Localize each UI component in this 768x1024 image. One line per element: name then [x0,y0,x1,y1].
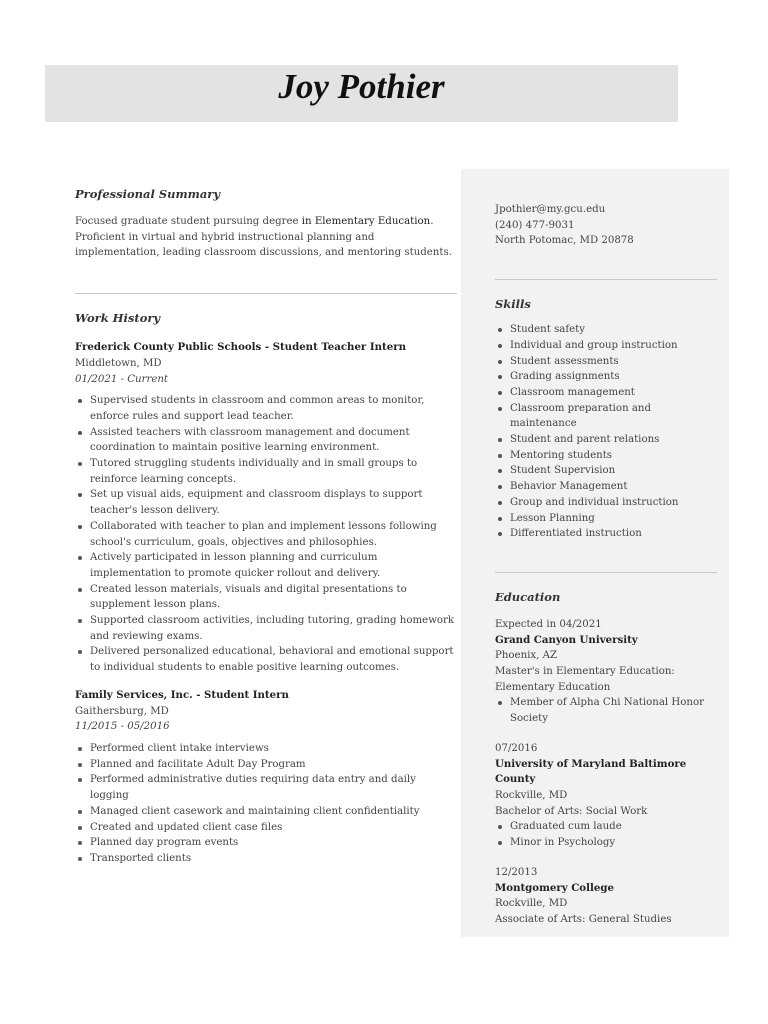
job-entry [75,340,457,676]
list-item: Tutored struggling students individually and in small groups to reinforce learning concepts. [75,456,457,487]
list-item: Grading assignments [495,369,717,385]
education-entry [495,617,717,727]
education-location: Rockville, MD [495,898,568,910]
list-item: Differentiated instruction [495,526,717,542]
list-item: Lesson Planning [495,511,717,527]
list-item: Created and updated client case files [75,820,457,836]
list-item: Managed client casework and maintaining client confidentiality [75,804,457,820]
list-item: Classroom preparation and maintenance [495,401,717,432]
list-item: Transported clients [75,851,457,867]
list-item: Student and parent relations [495,432,717,448]
job-duties-list [75,741,457,867]
list-item: Graduated cum laude [495,819,717,835]
summary-divider [75,293,457,294]
list-item: Student assessments [495,354,717,370]
education-location: Phoenix, AZ [495,650,558,662]
education-notes [495,819,717,850]
job-location: Gaithersburg, MD [75,705,169,717]
job-title: Family Services, Inc. - Student Intern [75,688,289,701]
list-item: Student safety [495,322,717,338]
contact-email: Jpothier@my.gcu.edu [495,204,606,215]
education-heading: Education [495,589,561,604]
list-item: Individual and group instruction [495,338,717,354]
list-item: Actively participated in lesson planning and curriculum implementation to promote quicker rollout and delivery. [75,550,457,581]
list-item: Minor in Psychology [495,835,717,851]
list-item: Set up visual aids, equipment and classroom displays to support teacher's lesson delivery. [75,487,457,518]
list-item: Planned and facilitate Adult Day Program [75,757,457,773]
work-history-heading: Work History [75,311,161,326]
candidate-name: Joy Pothier [278,67,445,106]
skills-heading: Skills [495,297,531,312]
skills-divider [495,572,717,573]
education-degree: Bachelor of Arts: Social Work [495,805,648,817]
education-school: Montgomery College [495,881,614,894]
list-item: Delivered personalized educational, behavioral and emotional support to individual students to enable positive learning outcomes. [75,644,457,675]
contact-divider [495,279,717,280]
list-item: Collaborated with teacher to plan and implement lessons following school's curriculum, goals, objectives and philosophies. [75,519,457,550]
job-dates: 01/2021 - Current [75,373,169,385]
summary-heading: Professional Summary [75,187,221,201]
education-degree: Associate of Arts: General Studies [495,913,672,925]
list-item: Member of Alpha Chi National Honor Society [495,695,717,726]
job-title: Frederick County Public Schools - Student Teacher Intern [75,341,406,354]
list-item: Supported classroom activities, including tutoring, grading homework and reviewing exams. [75,613,457,644]
education-notes [495,695,717,726]
list-item: Group and individual instruction [495,495,717,511]
education-location: Rockville, MD [495,789,568,801]
education-degree: Master's in Elementary Education: Elementary Education [495,666,675,693]
list-item: Performed client intake interviews [75,741,457,757]
education-date: 12/2013 [495,866,538,878]
list-item: Assisted teachers with classroom management and document coordination to maintain positive learning environment. [75,425,457,456]
education-date: Expected in 04/2021 [495,618,602,630]
job-dates: 11/2015 - 05/2016 [75,721,170,733]
main-column [75,186,457,867]
summary-text-start: Focused graduate student pursuing degree [75,216,302,227]
list-item: Performed administrative duties requiring data entry and daily logging [75,772,457,803]
education-school: Grand Canyon University [495,633,638,646]
skills-list [495,322,717,542]
name-header-band [45,65,678,122]
education-entry [495,741,717,851]
contact-phone: (240) 477-9031 [495,219,575,231]
job-entry [75,688,457,867]
summary-text-end: . Proficient in virtual and hybrid instructional planning and implementation, leading classroom discussions, and mentoring students. [75,216,452,259]
sidebar-column [495,202,717,928]
summary-text-degree: in Elementary Education [301,216,431,227]
job-location: Middletown, MD [75,357,162,369]
list-item: Classroom management [495,385,717,401]
list-item: Created lesson materials, visuals and digital presentations to supplement lesson plans. [75,582,457,613]
list-item: Planned day program events [75,835,457,851]
summary-text [75,214,457,261]
list-item: Mentoring students [495,448,717,464]
education-school: University of Maryland Baltimore County [495,757,687,786]
education-entry [495,865,717,928]
education-date: 07/2016 [495,742,538,754]
list-item: Supervised students in classroom and common areas to monitor, enforce rules and support lead teacher. [75,393,457,424]
list-item: Student Supervision [495,463,717,479]
contact-address: North Potomac, MD 20878 [495,235,634,247]
list-item: Behavior Management [495,479,717,495]
job-duties-list [75,393,457,676]
